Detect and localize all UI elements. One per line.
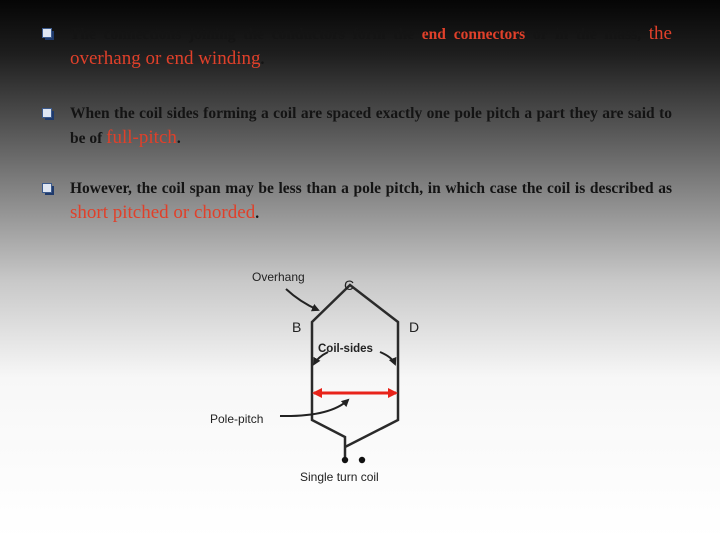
overhang-label: Overhang — [252, 270, 305, 284]
bullet-box-icon — [42, 183, 52, 193]
point-d-label: D — [409, 319, 420, 335]
coil-sides-arrow-right — [380, 352, 395, 364]
bullet-text-segment: The connections joining the conductors form the — [70, 26, 422, 43]
coil-outline-left-lead — [312, 420, 355, 457]
highlight-overhang: the overhang or end winding — [70, 23, 672, 69]
single-turn-coil-diagram — [200, 262, 440, 488]
terminal-left — [342, 457, 348, 463]
pole-pitch-label: Pole-pitch — [210, 412, 264, 426]
highlight-full-pitch: full-pitch — [106, 127, 177, 148]
highlight-end-connectors: end connectors — [421, 26, 526, 43]
bullet-short-pitched — [42, 177, 672, 226]
terminal-right — [359, 457, 365, 463]
overhang-arrow — [286, 289, 318, 310]
bullet-text — [70, 177, 672, 226]
point-b-label: B — [292, 319, 302, 335]
bullet-text-segment: However, the coil span may be less than a pole pitch, in which case the coil is described as — [70, 180, 672, 197]
coil-sides-label: Coil-sides — [318, 343, 373, 355]
point-c-label: C — [344, 277, 355, 293]
bullet-full-pitch — [42, 102, 672, 151]
bullet-box-icon — [42, 108, 52, 118]
bullet-text-segment: When the coil sides forming a coil are spaced exactly one pole pitch a part they are said to be of — [70, 105, 672, 147]
bullet-text-segment: . — [176, 130, 181, 147]
coil-outline — [312, 285, 398, 457]
bullet-box-icon — [42, 28, 52, 38]
bullet-text-segment: . — [255, 205, 260, 222]
bullet-text — [70, 22, 672, 72]
single-turn-coil-label: Single turn coil — [300, 470, 379, 484]
bullet-text — [70, 102, 672, 151]
bullet-text-segment: . — [260, 51, 265, 68]
bullet-end-connectors — [42, 22, 672, 72]
pole-pitch-pointer — [280, 400, 348, 416]
bullet-text-segment: or in the mass, — [525, 26, 649, 43]
highlight-short-pitched: short pitched or chorded — [70, 202, 256, 223]
